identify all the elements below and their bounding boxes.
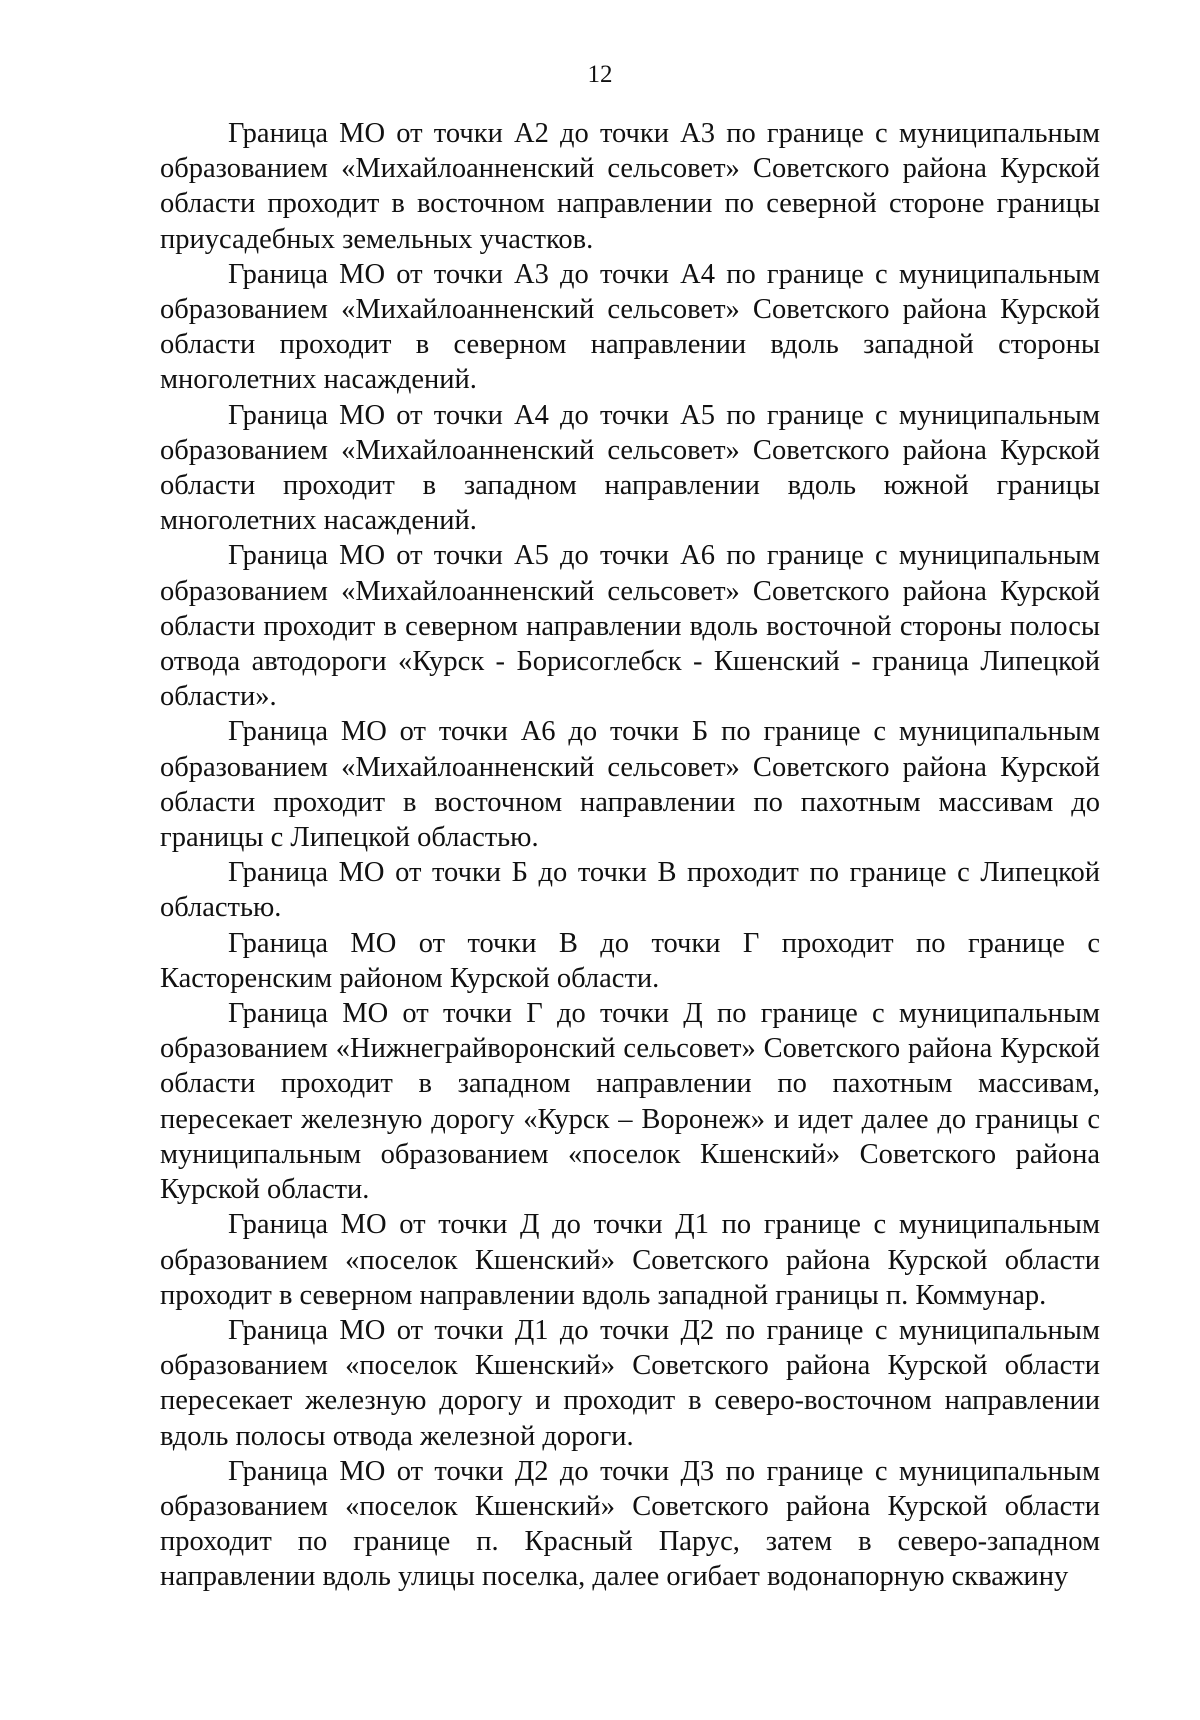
paragraph: Граница МО от точки А6 до точки Б по границе с муниципальным образованием «Михайлоанненский сельсовет» Советского района Курской области проходит в восточном направлении по пахотным массивам до границы с Липецкой областью. [160, 716, 1100, 854]
paragraph: Граница МО от точки В до точки Г проходит по границе с Касторенским районом Курской области. [160, 927, 1100, 994]
paragraph: Граница МО от точки А2 до точки А3 по границе с муниципальным образованием «Михайлоанненский сельсовет» Советского района Курской области проходит в восточном направлении по северной стороне границы приусадебных земельных участков. [160, 118, 1100, 255]
paragraph: Граница МО от точки А4 до точки А5 по границе с муниципальным образованием «Михайлоанненский сельсовет» Советского района Курской области проходит в западном направлении вдоль южной границы многолетних насаждений. [160, 399, 1100, 537]
paragraph: Граница МО от точки Д1 до точки Д2 по границе с муниципальным образованием «поселок Кшенский» Советского района Курской области пересекает железную дорогу и проходит в северо-восточном направлении вдоль полосы отвода железной дороги. [160, 1314, 1100, 1452]
paragraph: Граница МО от точки Б до точки В проходит по границе с Липецкой областью. [160, 857, 1100, 924]
page-number: 12 [587, 61, 613, 88]
paragraph: Граница МО от точки А3 до точки А4 по границе с муниципальным образованием «Михайлоанненский сельсовет» Советского района Курской области проходит в северном направлении вдоль западной стороны многолетних насаждений. [160, 258, 1100, 396]
paragraph: Граница МО от точки Д до точки Д1 по границе с муниципальным образованием «поселок Кшенский» Советского района Курской области проходит в северном направлении вдоль западной границы п. Коммунар. [160, 1209, 1100, 1311]
paragraph: Граница МО от точки Г до точки Д по границе с муниципальным образованием «Нижнеграйворонский сельсовет» Советского района Курской области проходит в западном направлении по пахотным массивам, пересекает железную дорогу «Курск – Воронеж» и идет далее до границы с муниципальным образованием «поселок Кшенский» Советского района Курской области. [160, 998, 1100, 1206]
document-body [160, 116, 1100, 1595]
paragraph: Граница МО от точки А5 до точки А6 по границе с муниципальным образованием «Михайлоанненский сельсовет» Советского района Курской области проходит в северном направлении вдоль восточной стороны полосы отвода автодороги «Курск - Борисоглебск - Кшенский - граница Липецкой области». [160, 540, 1100, 713]
paragraph: Граница МО от точки Д2 до точки Д3 по границе с муниципальным образованием «поселок Кшенский» Советского района Курской области проходит по границе п. Красный Парус, затем в северо-западном направлении вдоль улицы поселка, далее огибает водонапорную скважину [160, 1455, 1100, 1593]
